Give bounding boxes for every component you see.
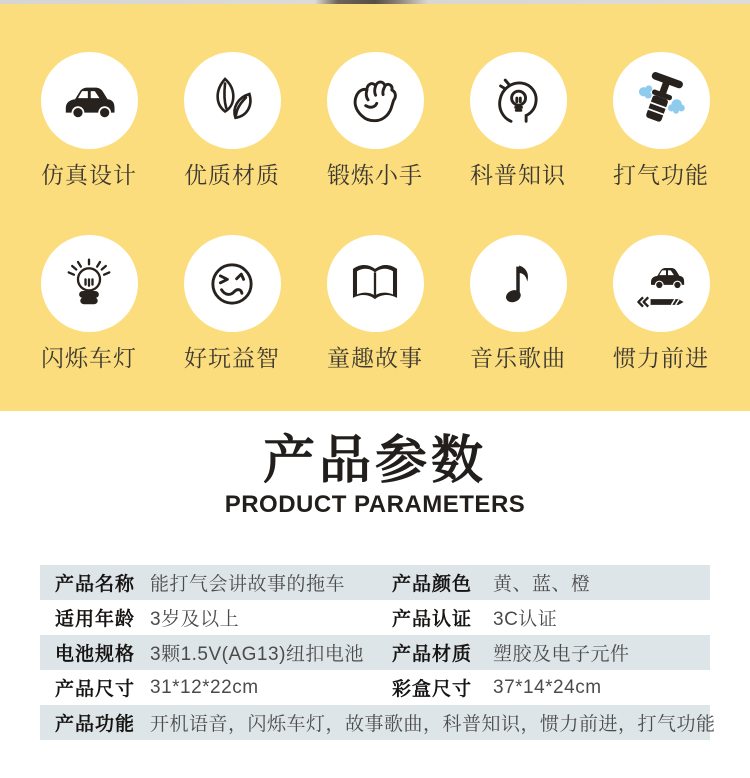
feature-item	[18, 235, 161, 372]
feature-label: 童趣故事	[327, 345, 423, 371]
feature-item	[590, 235, 733, 372]
knowledge-bulb-icon	[489, 72, 547, 130]
feature-label: 好玩益智	[184, 345, 280, 371]
feature-label: 科普知识	[470, 162, 566, 188]
feature-icon-circle	[613, 52, 710, 149]
table-row	[40, 635, 710, 670]
feature-icon-circle	[470, 52, 567, 149]
spec-label: 产品材质	[392, 644, 473, 665]
page-title: 产品参数	[262, 432, 487, 490]
spec-value: 能打气会讲故事的拖车	[150, 574, 346, 595]
table-row	[40, 705, 716, 740]
spec-label: 产品名称	[55, 574, 136, 595]
smiley-face-icon	[203, 255, 261, 313]
feature-icon-circle	[327, 235, 424, 332]
feature-row-1	[0, 52, 750, 189]
car-icon	[60, 72, 118, 130]
spec-label: 电池规格	[55, 644, 136, 665]
feature-icon-circle	[613, 235, 710, 332]
spec-label: 产品尺寸	[55, 679, 136, 700]
spec-value: 3岁及以上	[150, 609, 240, 630]
feature-icon-circle	[41, 52, 138, 149]
feature-label: 优质材质	[184, 162, 280, 188]
feature-icon-circle	[41, 235, 138, 332]
music-note-icon	[489, 255, 547, 313]
feature-icon-circle	[470, 235, 567, 332]
leaves-icon	[203, 72, 261, 130]
spec-label: 彩盒尺寸	[392, 679, 473, 700]
feature-item	[447, 52, 590, 189]
feature-label: 打气功能	[613, 162, 709, 188]
spec-value: 黄、蓝、橙	[493, 574, 591, 595]
feature-label: 仿真设计	[41, 162, 137, 188]
feature-label: 闪烁车灯	[41, 345, 137, 371]
spec-value: 3C认证	[493, 609, 558, 630]
feature-item	[161, 52, 304, 189]
feature-label: 锻炼小手	[327, 162, 423, 188]
spec-label: 产品认证	[392, 609, 473, 630]
air-pump-icon	[632, 72, 690, 130]
feature-row-2	[0, 235, 750, 372]
spec-value: 31*12*22cm	[150, 676, 259, 698]
table-row	[40, 670, 710, 705]
spec-label: 适用年龄	[55, 609, 136, 630]
feature-label: 音乐歌曲	[470, 345, 566, 371]
feature-item	[304, 235, 447, 372]
spec-value: 3颗1.5V(AG13)纽扣电池	[150, 644, 364, 665]
spec-label: 产品功能	[55, 714, 136, 735]
feature-item	[447, 235, 590, 372]
table-row	[40, 600, 710, 635]
spec-value: 37*14*24cm	[493, 676, 602, 698]
flashing-bulb-icon	[60, 255, 118, 313]
spec-value: 开机语音，闪烁车灯，故事歌曲，科普知识，惯力前进，打气功能	[150, 714, 716, 735]
feature-item	[590, 52, 733, 189]
feature-icon-circle	[184, 52, 281, 149]
feature-icon-circle	[327, 52, 424, 149]
page-subtitle: PRODUCT PARAMETERS	[224, 491, 526, 518]
fist-icon	[346, 72, 404, 130]
feature-icon-circle	[184, 235, 281, 332]
inertia-car-icon	[632, 255, 690, 313]
feature-section	[0, 4, 750, 411]
table-row	[40, 565, 710, 600]
spec-label: 产品颜色	[392, 574, 473, 595]
feature-item	[18, 52, 161, 189]
open-book-icon	[346, 255, 404, 313]
feature-label: 惯力前进	[613, 345, 709, 371]
params-header	[0, 411, 750, 517]
feature-item	[304, 52, 447, 189]
spec-table	[40, 565, 716, 740]
feature-item	[161, 235, 304, 372]
spec-value: 塑胶及电子元件	[493, 644, 630, 665]
